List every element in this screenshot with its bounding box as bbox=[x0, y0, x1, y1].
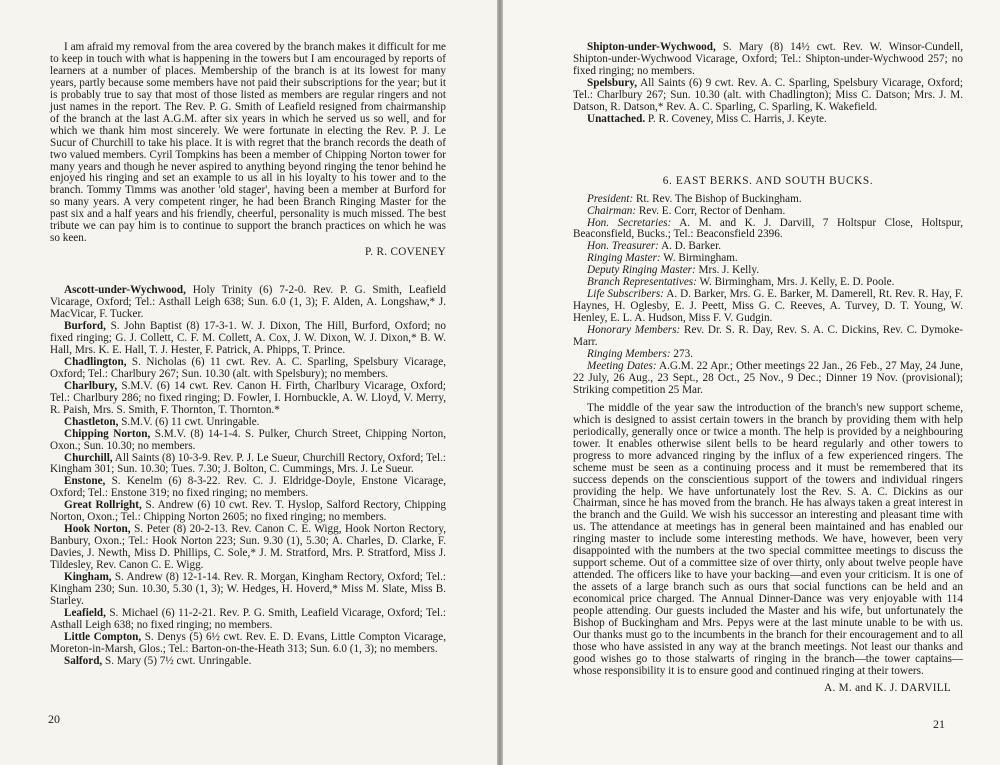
officer-entry-details: A. M. and K. J. Darvill, 7 Holtspur Close, Holtspur, Beaconsfield, Bucks.; Tel.: Beaconsfield 2396. bbox=[573, 216, 964, 241]
tower-entry-details: S. Kenelm (6) 8-3-22. Rev. C. J. Eldridge-Doyle, Enstone Vicarage, Oxford; Tel.: Enstone 319; no fixed ringing; no members. bbox=[50, 475, 446, 500]
officer-entry-details: Rev. Dr. S. R. Day, Rev. S. A. C. Dickins, Rev. C. Dymoke-Marr. bbox=[573, 324, 964, 349]
officer-entry-name: Life Subscribers: bbox=[587, 288, 664, 301]
tower-entry-details: S. Michael (6) 11-2-21. Rev. P. G. Smith, Leafield Vicarage, Oxford; Tel.: Asthall Leigh 638; no fixed ringing; no members. bbox=[50, 606, 446, 631]
officer-entry-details: A.G.M. 22 Apr.; Other meetings 22 Jan., 26 Feb., 27 May, 24 June, 22 July, 26 Aug., 23 Sept., 28 Oct., 25 Nov., 9 Dec.; Dinner 19 Nov. (provisional); Striking competition 25 Mar. bbox=[573, 359, 963, 396]
officer-entry-details: W. Birmingham, Mrs. J. Kelly, E. D. Poole. bbox=[696, 276, 895, 289]
tower-entry-name: Ascott-under-Wychwood, bbox=[64, 284, 186, 297]
tower-entry-name: Burford, bbox=[64, 320, 106, 333]
tower-entry-name: Churchill, bbox=[64, 451, 113, 464]
tower-entry-name: Salford, bbox=[64, 654, 103, 667]
officer-entry-details: W. Birmingham. bbox=[660, 252, 738, 265]
tower-entry bbox=[50, 321, 446, 357]
tower-entry-details: S. Mary (5) 7½ cwt. Unringable. bbox=[102, 654, 252, 667]
tower-entry-details: All Saints (6) 9 cwt. Rev. A. C. Sparling, Spelsbury Vicarage, Oxford; Tel.: Charlbury 267; Sun. 10.30 (alt. with Chadlington); Miss C. Datson; Mrs. J. M. Datson, R. Datson,* Rev. A. C. Sparling, C. Sparling, K. Wakefield. bbox=[573, 76, 963, 113]
officer-entry-name: Hon. Treasurer: bbox=[587, 240, 659, 253]
report-signature: P. R. COVENEY bbox=[365, 246, 446, 259]
tower-entry bbox=[50, 429, 446, 453]
right-page bbox=[503, 0, 1000, 765]
tower-entry-name: Chipping Norton, bbox=[64, 427, 151, 440]
branch-report: The middle of the year saw the introduction of the branch's new support scheme, which is designed to assist certain towers in the branch by providing them with help periodically, generally once or twice a month. The help is provided by a neighbouring tower. It enables otherwise silent bells to be heard regularly and other towers to progress to more advanced ringing by the influx of a few experienced ringers. The scheme must be seen as a continuing process and it must be remembered that its success depends on the conscientious support of the towers and individual ringers providing the help. We have unfortunately lost the Rev. S. A. C. Dickins as our Chairman, since he has moved from the branch. He has always taken a great interest in the branch and the Guild. We wish his successor an interesting and pleasant time with us. The attendance at meetings has in general been maintained and has enabled our ringing master to include some interesting methods. We have, however, been very disappointed with the numbers at the two special committee meetings to discuss the support scheme. Out of a committee size of over thirty, only about twelve people have attended. The officers like to have your backing—and even your criticism. It is one of the assets of a large branch such as ours that social functions can be held and an economical price charged. The Annual Dinner-Dance was very enjoyable with 114 people attending. Our guests included the Master and his wife, but unfortunately the Bishop of Buckingham and Mrs. Pepys were at the last minute unable to be with us. Our thanks must go to the incumbents in the branch for their encouragement and to all those who have assisted in any way at the branch meetings. Not least our thanks and good wishes go to those stalwarts of ringing in the branch—the tower captains—whose responsibility it is to ensure good and continued ringing at their towers. bbox=[573, 401, 963, 677]
officer-entry-name: Ringing Master: bbox=[587, 252, 661, 265]
tower-entry-name: Leafield, bbox=[64, 606, 106, 619]
tower-entry-name: Chadlington, bbox=[64, 355, 127, 368]
officer-entry-name: President: bbox=[587, 192, 634, 205]
intro-paragraph: I am afraid my removal from the area covered by the branch makes it difficult for me to keep in touch with what is happening in the towers but I am encouraged by reports of learners at a number of places. Membership of the branch is at its lowest for many years, partly because some members have not paid their subscriptions for the year; but it is probably true to say that most of those listed as members are regular ringers and not just names in the report. The Rev. P. G. Smith of Leafield resigned from chairmanship of the branch at the last A.G.M. after six years in which he served us so well, and for which we thank him most sincerely. We were fortunate in electing the Rev. P. J. Le Sucur of Churchill to take his place. It is with regret that the branch records the death of two valued members. Cyril Tompkins has been a member of Chipping Norton tower for many years and though he never aspired to anything beyond ringing the tenor behind he enjoyed his ringing and set an example to us all in his loyalty to his tower and to the branch. Tommy Timms was another 'old stager', having been a member at Burford for so many years. A very competent ringer, he had been Branch Ringing Master for the past six and a half years and his friendly, cheerful, personality is much missed. The best tribute we can pay him is to continue to support the branch practices on which he was so keen. bbox=[50, 41, 446, 245]
officers-list bbox=[573, 194, 963, 397]
officer-entry-details: 273. bbox=[670, 348, 693, 361]
officer-entry-name: Meeting Dates: bbox=[587, 359, 657, 372]
tower-entry bbox=[50, 357, 446, 381]
tower-entry bbox=[50, 632, 446, 656]
officer-entry bbox=[573, 289, 963, 325]
tower-entry-details: S. Peter (8) 20-2-13. Rev. Canon C. E. Wigg, Hook Norton Rectory, Banbury, Oxon.; Tel.: Hook Norton 223; Sun. 9.30 (1), 5.30; A. Charles, D. Clarke, F. Davies, J. Newth, Miss D. Phillips, C. Sole,* J. M. Stratford, Mrs. P. Stratford, Miss J. Tildesley, Rev. Canon C. E. Wigg. bbox=[50, 523, 447, 572]
tower-entry-name: Charlbury, bbox=[64, 379, 118, 392]
tower-entry-name: Enstone, bbox=[64, 475, 106, 488]
officer-entry-details: A. D. Barker. bbox=[658, 240, 722, 253]
tower-entry-name: Hook Norton, bbox=[64, 523, 131, 536]
tower-entry bbox=[50, 608, 446, 632]
officer-entry-details: Rev. E. Corr, Rector of Denham. bbox=[636, 204, 786, 217]
officer-entry-name: Hon. Secretaries: bbox=[587, 216, 672, 229]
officer-entry-name: Chairman: bbox=[587, 204, 637, 217]
tower-entry-name: Kingham, bbox=[64, 571, 112, 584]
tower-entry bbox=[50, 656, 446, 668]
page-number: 21 bbox=[933, 717, 945, 731]
left-page bbox=[0, 0, 497, 765]
tower-entry bbox=[50, 572, 446, 608]
tower-entry-name: Great Rollright, bbox=[64, 499, 142, 512]
officer-entry bbox=[573, 325, 963, 349]
tower-entry-details: All Saints (8) 10-3-9. Rev. P. J. Le Sueur, Churchill Rectory, Oxford; Tel.: Kingham 301; Sun. 10.30; Tues. 7.30; J. Bolton, C. Cummings, Mrs. J. Le Sueur. bbox=[50, 451, 446, 476]
tower-entry-details: S. Mary (8) 14½ cwt. Rev. W. Winsor-Cundell, Shipton-under-Wychwood Vicarage, Oxford; Tel.: Shipton-under-Wychwood 257; no fixed ringing; no members. bbox=[573, 41, 963, 77]
tower-entry-details: S. Denys (5) 6½ cwt. Rev. E. D. Evans, Little Compton Vicarage, Moreton-in-Marsh, Glos.; Tel.: Barton-on-the-Heath 313; Sun. 6.0 (1, 3); no members. bbox=[50, 630, 446, 655]
tower-entry bbox=[50, 453, 446, 477]
tower-entry bbox=[50, 500, 446, 524]
officer-entry-name: Honorary Members: bbox=[587, 324, 681, 337]
right-column bbox=[573, 42, 963, 695]
page-number: 20 bbox=[48, 712, 60, 726]
tower-entry bbox=[573, 42, 963, 78]
tower-entry-details: P. R. Coveney, Miss C. Harris, J. Keyte. bbox=[645, 112, 827, 125]
officer-entry-details: Rt. Rev. The Bishop of Buckingham. bbox=[633, 192, 802, 205]
tower-entry-details: Holy Trinity (6) 7-2-0. Rev. P. G. Smith, Leafield Vicarage, Oxford; Tel.: Asthall Leigh 638; Sun. 6.0 (1, 3); F. Alden, A. Longshaw,* J. MacVicar, F. Tucker. bbox=[50, 284, 446, 321]
tower-entry bbox=[50, 381, 446, 417]
tower-entry-details: S. Nicholas (6) 11 cwt. Rev. A. C. Sparling, Spelsbury Vicarage, Oxford; Tel.: Charlbury 267; Sun. 10.30 (alt. with Spelsbury); no members. bbox=[50, 355, 446, 380]
tower-entry-details: S. John Baptist (8) 17-3-1. W. J. Dixon, The Hill, Burford, Oxford; no fixed ringing; G. J. Collett, C. F. M. Collett, A. Cox, J. W. Dixon, W. J. Dixon,* B. W. Hall, Mrs. K. E. Hall, T. J. Hester, F. Patrick, A. Phipps, T. Prince. bbox=[50, 320, 446, 356]
tower-entry bbox=[50, 524, 446, 572]
tower-entry-details: S.M.V. (6) 14 cwt. Rev. Canon H. Firth, Charlbury Vicarage, Oxford; Tel.: Charlbury 286; no fixed ringing; D. Fowler, I. Hornbuckle, A. W. Lloyd, V. Merry, R. Paish, Mrs. S. Smith, F. Thornton, T. Thornton.* bbox=[50, 379, 446, 416]
officer-entry-name: Ringing Members: bbox=[587, 348, 671, 361]
tower-entry-details: S.M.V. (6) 11 cwt. Unringable. bbox=[118, 415, 260, 428]
officer-entry-name: Deputy Ringing Master: bbox=[587, 264, 696, 277]
tower-entry-name: Unattached. bbox=[587, 112, 646, 125]
tower-entry bbox=[50, 476, 446, 500]
officer-entry-details: Mrs. J. Kelly. bbox=[695, 264, 760, 277]
tower-entry bbox=[50, 285, 446, 321]
tower-list bbox=[50, 285, 446, 668]
tower-entry-name: Chastleton, bbox=[64, 415, 119, 428]
tower-entry bbox=[573, 78, 963, 114]
tower-entry-details: S.M.V. (8) 14-1-4. S. Pulker, Church Street, Chipping Norton, Oxon.; Sun. 10.30; no members. bbox=[50, 427, 446, 452]
left-column bbox=[50, 42, 446, 668]
officer-entry bbox=[573, 361, 963, 397]
section-heading: 6. EAST BERKS. AND SOUTH BUCKS. bbox=[662, 174, 874, 187]
tower-entry bbox=[573, 114, 963, 126]
officer-entry bbox=[573, 218, 963, 242]
officer-entry-name: Branch Representatives: bbox=[587, 276, 697, 289]
tower-entry-name: Spelsbury, bbox=[587, 76, 638, 89]
tower-entry-details: S. Andrew (8) 12-1-14. Rev. R. Morgan, Kingham Rectory, Oxford; Tel.: Kingham 230; Sun. 10.30, 5.30 (1, 3); W. Hedges, H. Hoverd,* Miss M. Slate, Miss B. Starley. bbox=[50, 571, 446, 607]
tower-entry-details: S. Andrew (6) 10 cwt. Rev. T. Hyslop, Salford Rectory, Chipping Norton, Oxon.; Tel.: Chipping Norton 2605; no fixed ringing; no members. bbox=[50, 499, 446, 524]
report-signature: A. M. and K. J. DARVILL bbox=[824, 681, 951, 694]
officer-entry-details: A. D. Barker, Mrs. G. E. Barker, M. Damerell, Rt. Rev. R. Hay, F. Haynes, H. Oglesby, E. J. Peett, Miss G. C. Reeves, A. Turvey, D. T. Young, W. Henley, E. L. A. Hudson, Miss F. V. Gudgin. bbox=[573, 288, 963, 325]
tower-list bbox=[573, 42, 963, 126]
tower-entry-name: Little Compton, bbox=[64, 630, 142, 643]
tower-entry-name: Shipton-under-Wychwood, bbox=[587, 41, 716, 53]
